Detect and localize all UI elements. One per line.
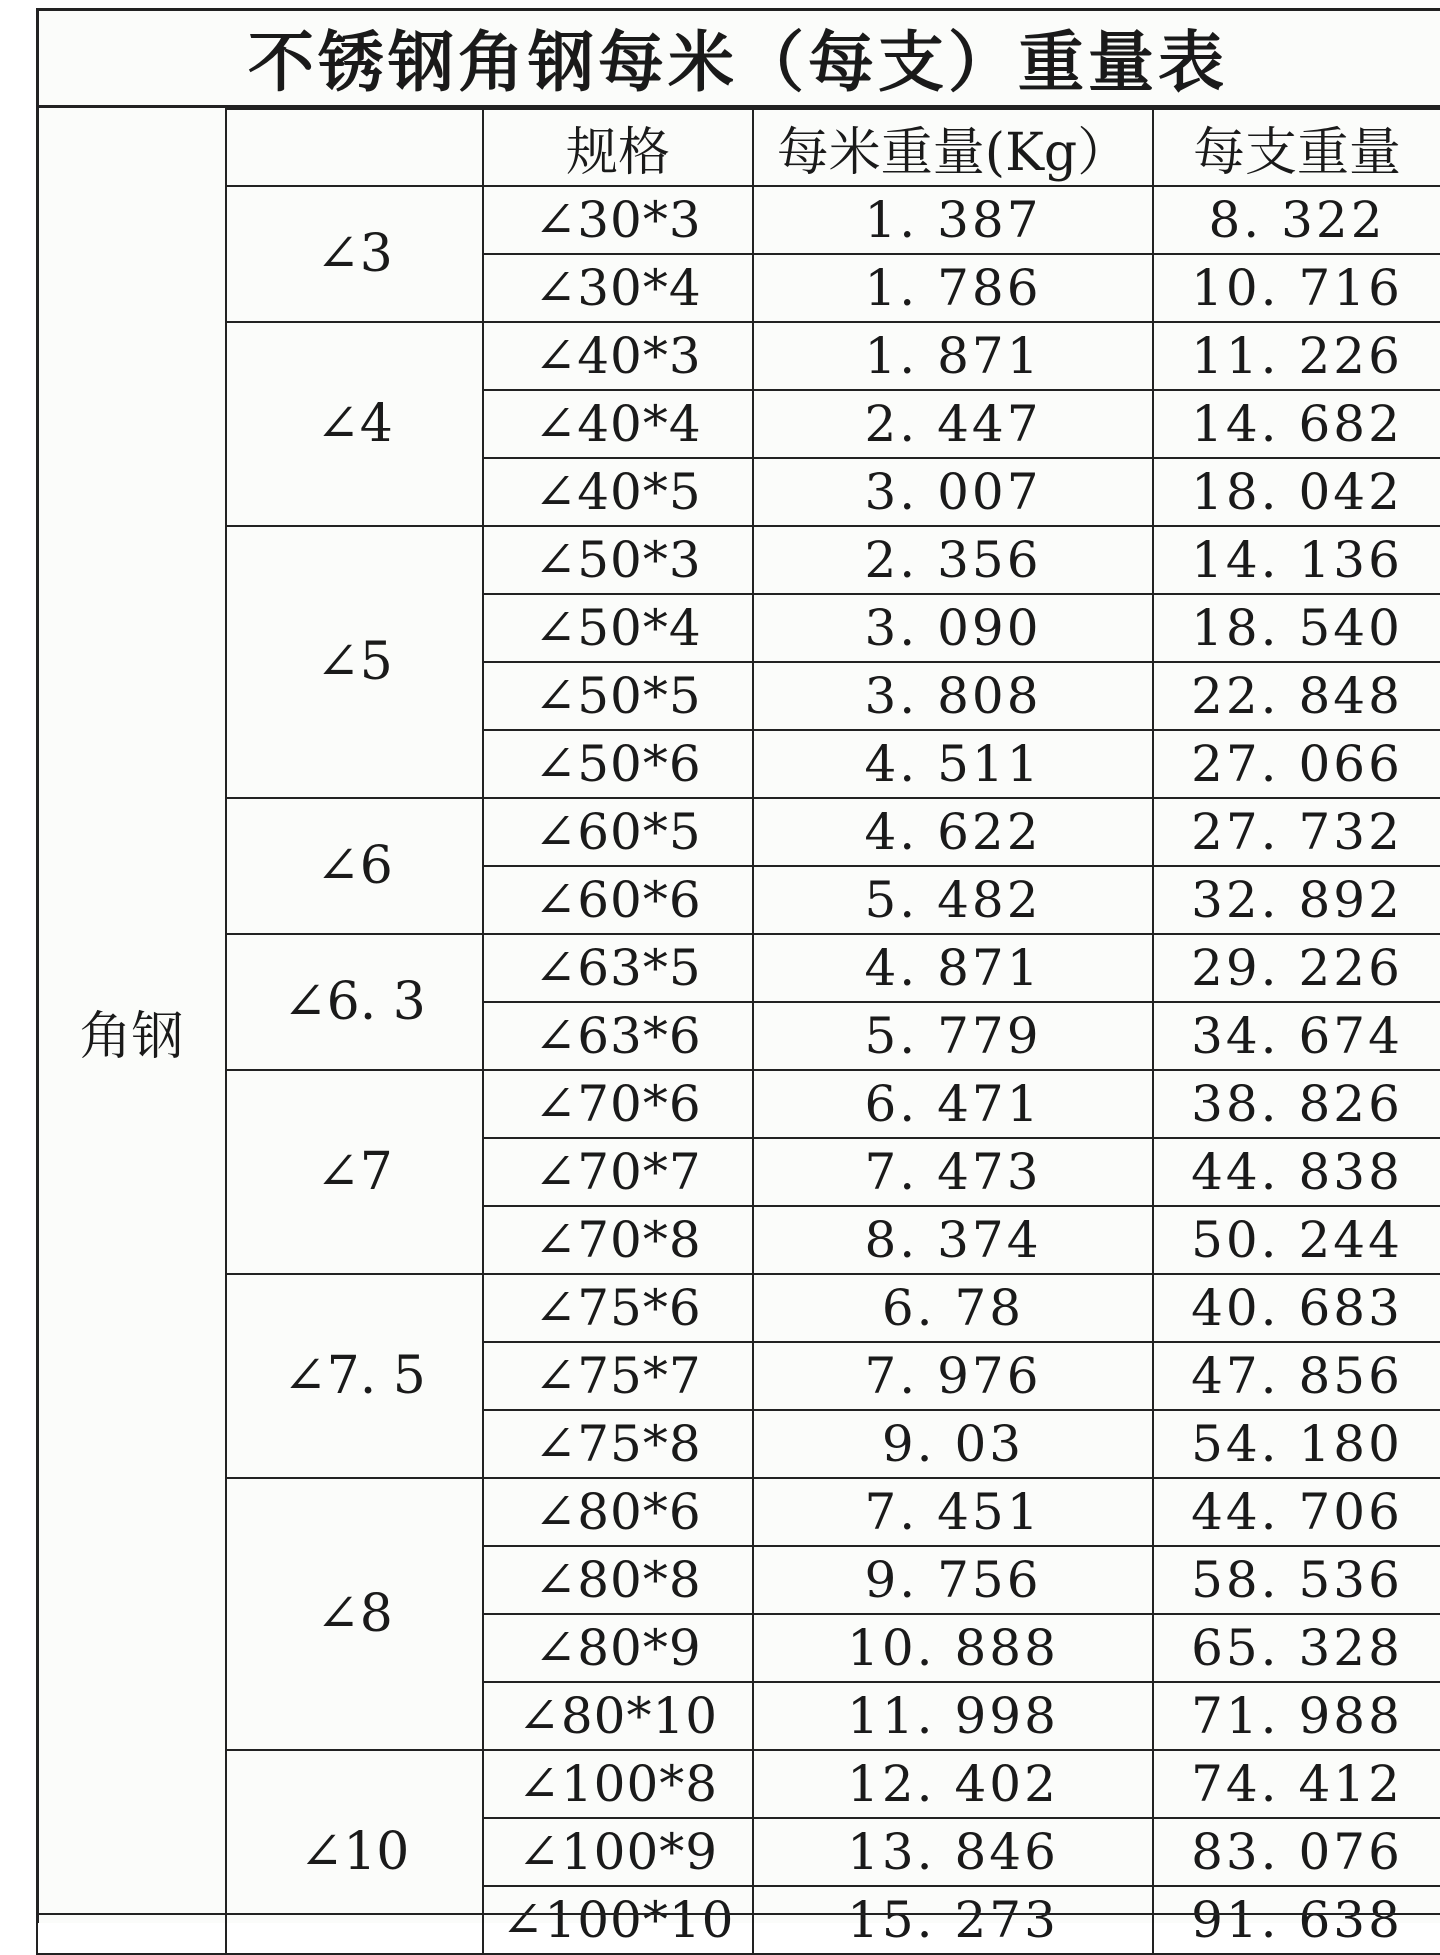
per-meter-cell: 5. 779 [753, 1002, 1153, 1070]
group-label-cell: ∠5 [226, 526, 483, 798]
table-row [37, 186, 1440, 254]
per-meter-cell: 4. 622 [753, 798, 1153, 866]
header-row [37, 109, 1440, 186]
per-meter-cell: 7. 473 [753, 1138, 1153, 1206]
per-piece-cell: 22. 848 [1153, 662, 1440, 730]
per-piece-cell: 58. 536 [1153, 1546, 1440, 1614]
table-bottom-edge [36, 1913, 1440, 1920]
spec-cell: ∠40*4 [483, 390, 753, 458]
per-piece-cell: 71. 988 [1153, 1682, 1440, 1750]
per-meter-cell: 9. 03 [753, 1410, 1153, 1478]
per-meter-cell: 4. 871 [753, 934, 1153, 1002]
per-piece-cell: 34. 674 [1153, 1002, 1440, 1070]
per-meter-cell: 8. 374 [753, 1206, 1153, 1274]
spec-cell: ∠40*5 [483, 458, 753, 526]
header-group-blank [226, 109, 483, 186]
per-meter-cell: 2. 447 [753, 390, 1153, 458]
table-row [37, 798, 1440, 866]
page-title: 不锈钢角钢每米（每支）重量表 [36, 8, 1440, 108]
per-piece-cell: 65. 328 [1153, 1614, 1440, 1682]
spec-cell: ∠40*3 [483, 322, 753, 390]
spec-cell: ∠70*8 [483, 1206, 753, 1274]
spec-cell: ∠70*7 [483, 1138, 753, 1206]
per-meter-cell: 15. 273 [753, 1886, 1153, 1954]
per-meter-cell: 4. 511 [753, 730, 1153, 798]
spec-cell: ∠80*8 [483, 1546, 753, 1614]
per-meter-cell: 13. 846 [753, 1818, 1153, 1886]
per-meter-cell: 3. 007 [753, 458, 1153, 526]
table-row [37, 1070, 1440, 1138]
table-row [37, 526, 1440, 594]
spec-cell: ∠100*10 [483, 1886, 753, 1954]
per-piece-cell: 44. 706 [1153, 1478, 1440, 1546]
table-row [37, 1478, 1440, 1546]
per-piece-cell: 18. 042 [1153, 458, 1440, 526]
per-piece-cell: 47. 856 [1153, 1342, 1440, 1410]
spec-cell: ∠50*4 [483, 594, 753, 662]
per-meter-cell: 3. 090 [753, 594, 1153, 662]
per-meter-cell: 6. 78 [753, 1274, 1153, 1342]
per-piece-cell: 10. 716 [1153, 254, 1440, 322]
spec-cell: ∠80*10 [483, 1682, 753, 1750]
per-piece-cell: 44. 838 [1153, 1138, 1440, 1206]
group-label-cell: ∠6 [226, 798, 483, 934]
per-piece-cell: 14. 136 [1153, 526, 1440, 594]
per-meter-cell: 1. 871 [753, 322, 1153, 390]
group-label-cell: ∠4 [226, 322, 483, 526]
table-row [37, 1750, 1440, 1818]
header-per-piece: 每支重量 [1153, 109, 1440, 186]
per-piece-cell: 8. 322 [1153, 186, 1440, 254]
spec-cell: ∠50*6 [483, 730, 753, 798]
table-row [37, 934, 1440, 1002]
group-label-cell: ∠10 [226, 1750, 483, 1954]
group-label-cell: ∠3 [226, 186, 483, 322]
per-piece-cell: 54. 180 [1153, 1410, 1440, 1478]
header-spec: 规格 [483, 109, 753, 186]
spec-cell: ∠100*9 [483, 1818, 753, 1886]
spec-cell: ∠50*3 [483, 526, 753, 594]
spec-cell: ∠60*5 [483, 798, 753, 866]
group-label-cell: ∠7. 5 [226, 1274, 483, 1478]
group-label-cell: ∠8 [226, 1478, 483, 1750]
per-piece-cell: 91. 638 [1153, 1886, 1440, 1954]
per-meter-cell: 1. 786 [753, 254, 1153, 322]
spec-cell: ∠75*7 [483, 1342, 753, 1410]
per-piece-cell: 27. 732 [1153, 798, 1440, 866]
spec-cell: ∠63*5 [483, 934, 753, 1002]
per-piece-cell: 14. 682 [1153, 390, 1440, 458]
spec-cell: ∠75*8 [483, 1410, 753, 1478]
per-meter-cell: 1. 387 [753, 186, 1153, 254]
group-label-cell: ∠6. 3 [226, 934, 483, 1070]
spec-cell: ∠30*4 [483, 254, 753, 322]
per-meter-cell: 2. 356 [753, 526, 1153, 594]
group-label-cell: ∠7 [226, 1070, 483, 1274]
weight-table-body [37, 109, 1440, 1954]
per-piece-cell: 74. 412 [1153, 1750, 1440, 1818]
spec-cell: ∠63*6 [483, 1002, 753, 1070]
per-meter-cell: 11. 998 [753, 1682, 1153, 1750]
per-meter-cell: 5. 482 [753, 866, 1153, 934]
header-per-meter: 每米重量(Kg） [753, 109, 1153, 186]
per-meter-cell: 7. 451 [753, 1478, 1153, 1546]
table-row [37, 322, 1440, 390]
spec-cell: ∠75*6 [483, 1274, 753, 1342]
per-meter-cell: 9. 756 [753, 1546, 1153, 1614]
category-cell: 角钢 [37, 109, 226, 1954]
per-piece-cell: 38. 826 [1153, 1070, 1440, 1138]
per-piece-cell: 18. 540 [1153, 594, 1440, 662]
weight-table [36, 108, 1440, 1955]
table-row [37, 1274, 1440, 1342]
per-piece-cell: 50. 244 [1153, 1206, 1440, 1274]
spec-cell: ∠100*8 [483, 1750, 753, 1818]
per-piece-cell: 83. 076 [1153, 1818, 1440, 1886]
spec-cell: ∠30*3 [483, 186, 753, 254]
spec-cell: ∠50*5 [483, 662, 753, 730]
per-piece-cell: 40. 683 [1153, 1274, 1440, 1342]
per-piece-cell: 11. 226 [1153, 322, 1440, 390]
per-meter-cell: 7. 976 [753, 1342, 1153, 1410]
per-meter-cell: 3. 808 [753, 662, 1153, 730]
per-piece-cell: 29. 226 [1153, 934, 1440, 1002]
per-meter-cell: 12. 402 [753, 1750, 1153, 1818]
spec-cell: ∠60*6 [483, 866, 753, 934]
per-meter-cell: 10. 888 [753, 1614, 1153, 1682]
spec-cell: ∠70*6 [483, 1070, 753, 1138]
per-meter-cell: 6. 471 [753, 1070, 1153, 1138]
per-piece-cell: 32. 892 [1153, 866, 1440, 934]
spec-cell: ∠80*9 [483, 1614, 753, 1682]
per-piece-cell: 27. 066 [1153, 730, 1440, 798]
spec-cell: ∠80*6 [483, 1478, 753, 1546]
